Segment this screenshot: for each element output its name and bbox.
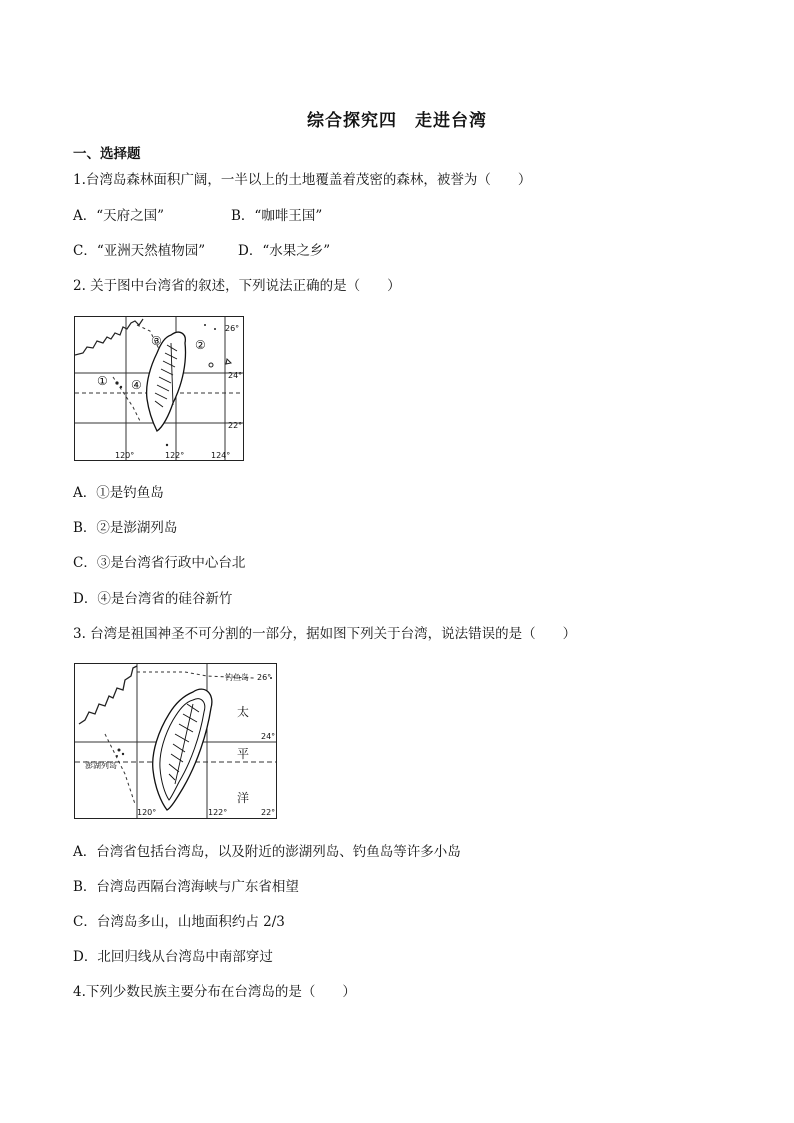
q1-option-d: D．“水果之乡” — [238, 243, 331, 259]
q2-marker-2: ② — [195, 338, 206, 352]
title-main: 综合探究四 — [307, 111, 397, 131]
q3-diaoyu-label: 钓鱼岛 — [225, 673, 249, 682]
q2-lon-label-124: 124° — [211, 451, 231, 460]
q3-lon-label-120: 120° — [137, 808, 157, 817]
q1-option-b: B．“咖啡王国” — [231, 208, 323, 224]
q3-lon-label-122: 122° — [208, 808, 228, 817]
q3-diaoyu-lat: 26° — [257, 673, 272, 682]
q3-ocean-char-2: 平 — [237, 747, 250, 761]
q2-marker-4: ④ — [131, 378, 142, 392]
q2-lat-label-22: 22° — [228, 421, 243, 430]
q3-option-c: C．台湾岛多山，山地面积约占 2/3 — [73, 914, 285, 930]
q1-option-c: C．“亚洲天然植物园” — [73, 243, 206, 259]
section-heading: 一、选择题 — [73, 146, 141, 162]
q2-lon-label-120: 120° — [115, 451, 135, 460]
q2-stem: 2. 关于图中台湾省的叙述，下列说法正确的是（ ） — [73, 278, 401, 294]
q2-lat-label-26: 26° — [225, 324, 240, 333]
q1-option-a: A．“天府之国” — [73, 208, 165, 224]
q2-option-a: A．①是钓鱼岛 — [73, 485, 164, 501]
q3-taiwan-map — [74, 663, 277, 819]
q3-penghu-label: 澎湖列岛 — [85, 761, 117, 770]
q3-lat-label-24: 24° — [261, 732, 276, 741]
q1-stem: 1.台湾岛森林面积广阔，一半以上的土地覆盖着茂密的森林，被誉为（ ） — [73, 172, 532, 188]
q3-lat-label-22: 22° — [261, 808, 276, 817]
q2-option-c: C．③是台湾省行政中心台北 — [73, 555, 246, 571]
q4-stem: 4.下列少数民族主要分布在台湾岛的是（ ） — [73, 984, 356, 1000]
q2-lon-label-122: 122° — [165, 451, 185, 460]
q3-option-b: B．台湾岛西隔台湾海峡与广东省相望 — [73, 879, 299, 895]
q3-stem: 3. 台湾是祖国神圣不可分割的一部分，据如图下列关于台湾，说法错误的是（ ） — [73, 626, 577, 642]
q2-lat-label-24: 24° — [228, 371, 243, 380]
q3-option-a: A．台湾省包括台湾岛，以及附近的澎湖列岛、钓鱼岛等许多小岛 — [73, 844, 461, 860]
q2-option-b: B．②是澎湖列岛 — [73, 520, 178, 536]
q2-taiwan-map — [74, 316, 244, 461]
title-sub: 走进台湾 — [415, 111, 487, 131]
q2-option-d: D．④是台湾省的硅谷新竹 — [73, 591, 233, 607]
q3-option-d: D．北回归线从台湾岛中南部穿过 — [73, 949, 273, 965]
q3-ocean-char-1: 太 — [237, 705, 250, 719]
page-title — [0, 106, 794, 131]
q2-marker-3: ③ — [151, 334, 162, 348]
q2-marker-1: ① — [97, 374, 108, 388]
q3-ocean-char-3: 洋 — [237, 791, 250, 805]
